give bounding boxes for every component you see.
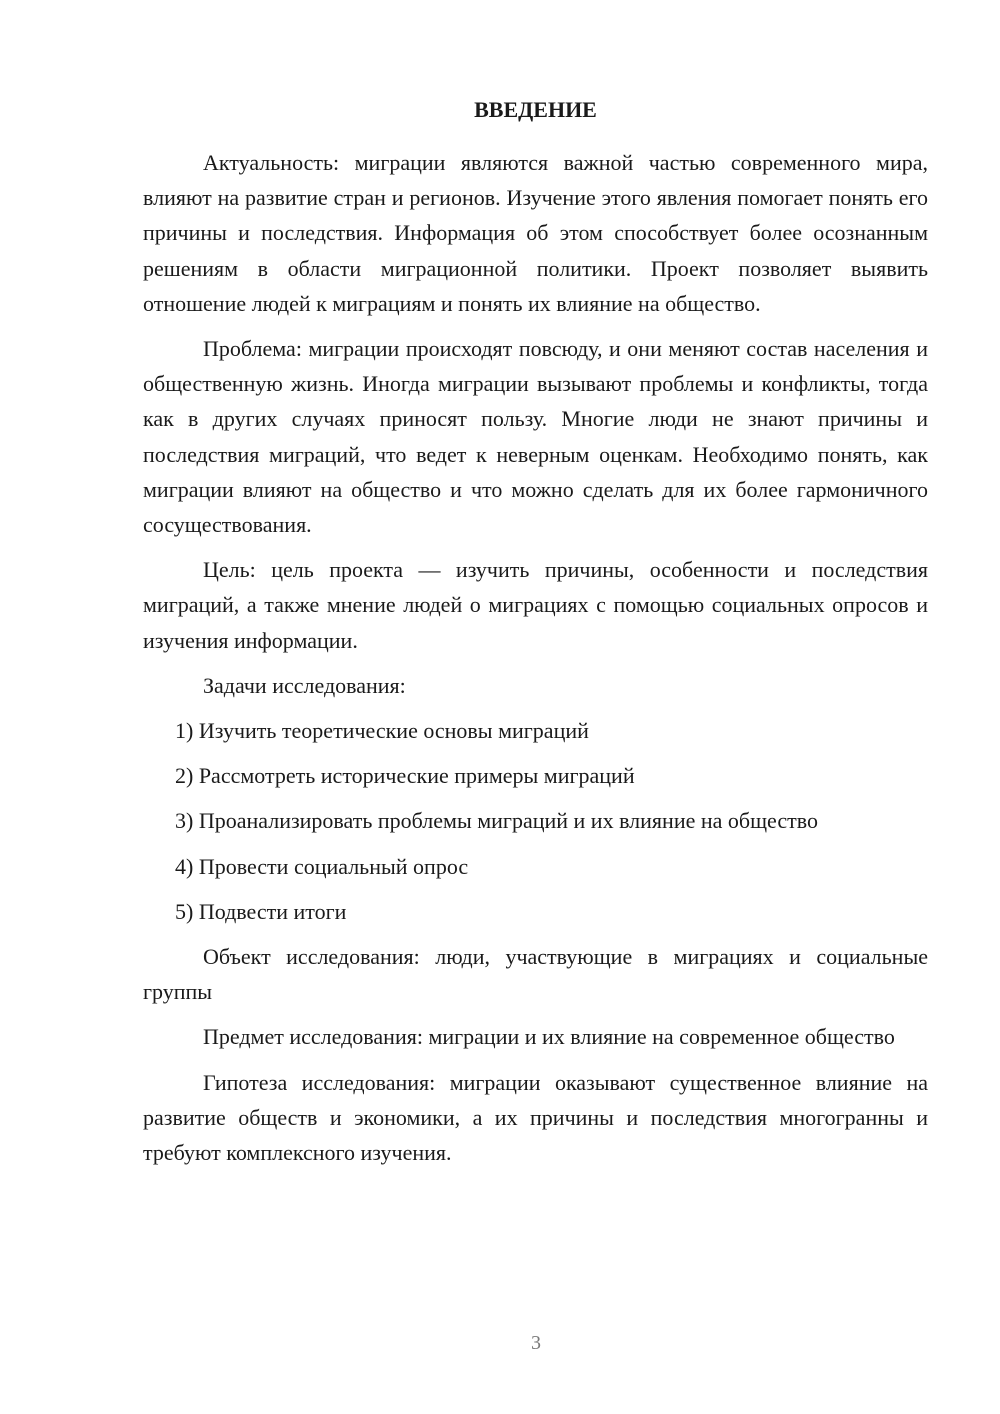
paragraph-problem: Проблема: миграции происходят повсюду, и они меняют состав населения и общественную жизнь. Иногда миграции вызывают проблемы и конфликты, тогда как в других случаях приносят пользу. Многие люди не знают причины и последствия миграций, что ведет к неверным оценкам. Необходимо понять, как миграции влияют на общество и что можно сделать для их более гармоничного сосуществования. bbox=[143, 336, 928, 538]
list-item: 1) Изучить теоретические основы миграций bbox=[175, 718, 589, 744]
list-item: 5) Подвести итоги bbox=[175, 898, 347, 924]
document-page bbox=[143, 92, 928, 1180]
list-item: 2) Рассмотреть исторические примеры миграций bbox=[175, 763, 635, 789]
page-number: 3 bbox=[531, 1332, 541, 1354]
tasks-heading: Задачи исследования: bbox=[203, 672, 406, 698]
page-title: ВВЕДЕНИЕ bbox=[474, 97, 597, 122]
list-item: 4) Провести социальный опрос bbox=[175, 853, 469, 879]
tasks-list bbox=[143, 713, 928, 929]
list-item: 3) Проанализировать проблемы миграций и их влияние на общество bbox=[175, 808, 818, 834]
paragraph-subject: Предмет исследования: миграции и их влияние на современное общество bbox=[203, 1024, 895, 1050]
paragraph-goal: Цель: цель проекта — изучить причины, особенности и последствия миграций, а также мнение людей о миграциях с помощью социальных опросов и изучения информации. bbox=[143, 557, 928, 653]
paragraph-hypothesis: Гипотеза исследования: миграции оказывают существенное влияние на развитие обществ и экономики, а их причины и последствия многогранны и требуют комплексного изучения. bbox=[143, 1069, 928, 1166]
paragraph-relevance: Актуальность: миграции являются важной частью современного мира, влияют на развитие стран и регионов. Изучение этого явления помогает понять его причины и последствия. Информация об этом способствует более осознанным решениям в области миграционной политики. Проект позволяет выявить отношение людей к миграциям и понять их влияние на общество. bbox=[143, 150, 928, 316]
paragraph-object: Объект исследования: люди, участвующие в миграциях и социальные группы bbox=[143, 944, 928, 1005]
